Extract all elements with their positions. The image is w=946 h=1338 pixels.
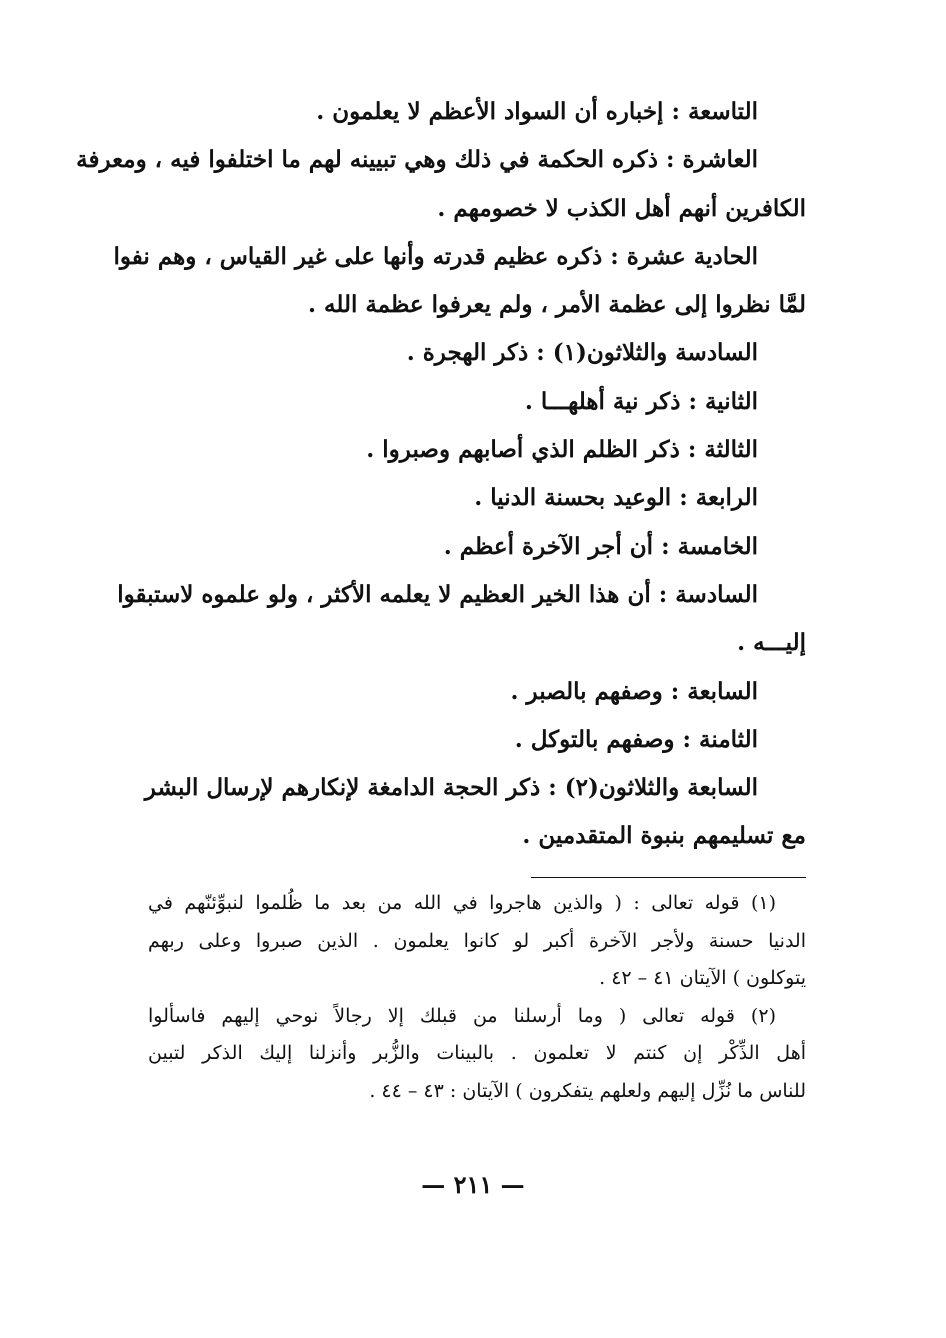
main-text: [76, 88, 806, 861]
text-line: السادسة : أن هذا الخير العظيم لا يعلمه الأكثر ، ولو علموه لاستبقوا: [117, 580, 758, 608]
text-line: لمَّا نظروا إلى عظمة الأمر ، ولم يعرفوا عظمة الله .: [307, 291, 806, 319]
text-line: العاشرة : ذكره الحكمة في ذلك وهي تبيينه لهم ما اختلفوا فيه ، ومعرفة: [76, 146, 758, 174]
text-line: السادسة والثلاثون(١) : ذكر الهجرة .: [406, 339, 758, 367]
text-line: التاسعة : إخباره أن السواد الأعظم لا يعلمون .: [316, 98, 758, 125]
footnote-divider: [531, 877, 806, 878]
text-line: الثانية : ذكر نية أهلهـــا .: [524, 387, 758, 415]
text-line: الثامنة : وصفهم بالتوكل .: [514, 725, 758, 753]
text-line: السابعة : وصفهم بالصبر .: [510, 677, 758, 705]
text-line: مع تسليمهم بنبوة المتقدمين .: [522, 822, 806, 850]
footnote-line: للناس ما نُزِّل إليهم ولعلهم يتفكرون ) الآيتان : ٤٣ – ٤٤ .: [369, 1079, 806, 1102]
page-number: — ٢١١ —: [421, 1170, 525, 1199]
footnote-line: (١) قوله تعالى : ( والذين هاجروا في الله من بعد ما ظُلموا لنبوِّئنّهم في: [148, 892, 776, 914]
text-line: الخامسة : أن أجر الآخرة أعظم .: [443, 532, 758, 560]
text-line: إليـــه .: [737, 629, 806, 657]
text-line: الكافرين أنهم أهل الكذب لا خصومهم .: [437, 194, 806, 222]
text-line: الرابعة : الوعيد بحسنة الدنيا .: [474, 484, 758, 512]
text-line: الحادية عشرة : ذكره عظيم قدرته وأنها على غير القياس ، وهم نفوا: [113, 242, 758, 270]
footnote-line: يتوكلون ) الآيتان ٤١ – ٤٢ .: [599, 967, 806, 989]
footnote-line: (٢) قوله تعالى ( وما أرسلنا من قبلك إلا رجالاً نوحي إليهم فاسألوا: [148, 1004, 776, 1027]
text-line: الثالثة : ذكر الظلم الذي أصابهم وصبروا .: [366, 436, 758, 464]
footnote-line: الدنيا حسنة ولأجر الآخرة أكبر لو كانوا يعلمون . الذين صبروا وعلى ربهم: [148, 929, 806, 952]
text-line: السابعة والثلاثون(٢) : ذكر الحجة الدامغة لإنكارهم لإرسال البشر: [144, 774, 758, 802]
footnote-line: أهل الذِّكْر إن كنتم لا تعلمون . بالبينات والزُّبر وأنزلنا إليك الذكر لتبين: [148, 1042, 806, 1064]
footnotes: [148, 885, 806, 1110]
